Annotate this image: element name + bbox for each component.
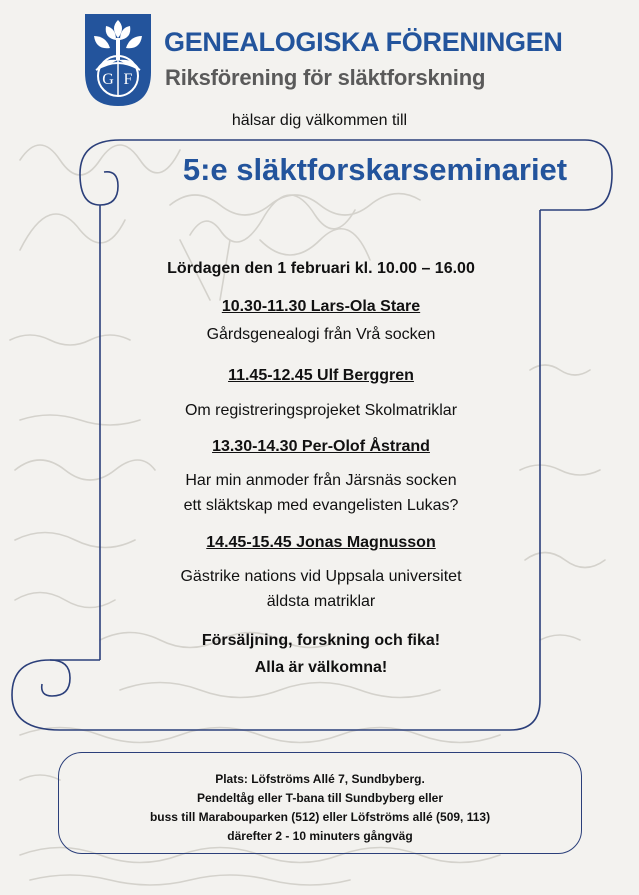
session-3-topic-line-1: Har min anmoder från Järsnäs socken bbox=[185, 472, 457, 489]
venue-line-1: Plats: Löfströms Allé 7, Sundbyberg. bbox=[215, 772, 425, 786]
date-line: Lördagen den 1 februari kl. 10.00 – 16.00 bbox=[167, 260, 475, 277]
venue-line-3: buss till Marabouparken (512) eller Löfströms allé (509, 113) bbox=[149, 810, 491, 824]
venue-line-4: därefter 2 - 10 minuters gångväg bbox=[227, 829, 413, 843]
leaf-tree-logo-icon bbox=[80, 12, 156, 106]
logo-letter-f: F bbox=[123, 71, 133, 88]
session-4-heading: 14.45-15.45 Jonas Magnusson bbox=[206, 534, 436, 551]
closing-line-1: Försäljning, forskning och fika! bbox=[201, 632, 441, 649]
session-2-topic: Om registreringsprojeket Skolmatriklar bbox=[184, 402, 458, 419]
session-2-heading: 11.45-12.45 Ulf Berggren bbox=[228, 367, 414, 384]
session-4-topic-line-2: äldsta matriklar bbox=[266, 593, 376, 610]
session-3-topic-line-2: ett släktskap med evangelisten Lukas? bbox=[183, 497, 459, 514]
logo-letter-g: G bbox=[102, 71, 114, 88]
session-1-topic: Gårdsgenealogi från Vrå socken bbox=[206, 326, 436, 343]
venue-line-2: Pendeltåg eller T-bana till Sundbyberg eller bbox=[196, 791, 444, 805]
closing-line-2: Alla är välkomna! bbox=[254, 659, 388, 676]
venue-info bbox=[58, 770, 582, 846]
organization-name: GENEALOGISKA FÖRENINGEN bbox=[164, 27, 563, 57]
session-3-heading: 13.30-14.30 Per-Olof Åstrand bbox=[212, 438, 430, 455]
session-1-heading: 10.30-11.30 Lars-Ola Stare bbox=[221, 298, 421, 315]
welcome-text: hälsar dig välkommen till bbox=[231, 112, 408, 129]
organization-subtitle: Riksförening för släktforskning bbox=[165, 65, 486, 90]
event-title: 5:e släktforskarseminariet bbox=[182, 152, 568, 187]
session-4-topic-line-1: Gästrike nations vid Uppsala universitet bbox=[180, 568, 462, 585]
